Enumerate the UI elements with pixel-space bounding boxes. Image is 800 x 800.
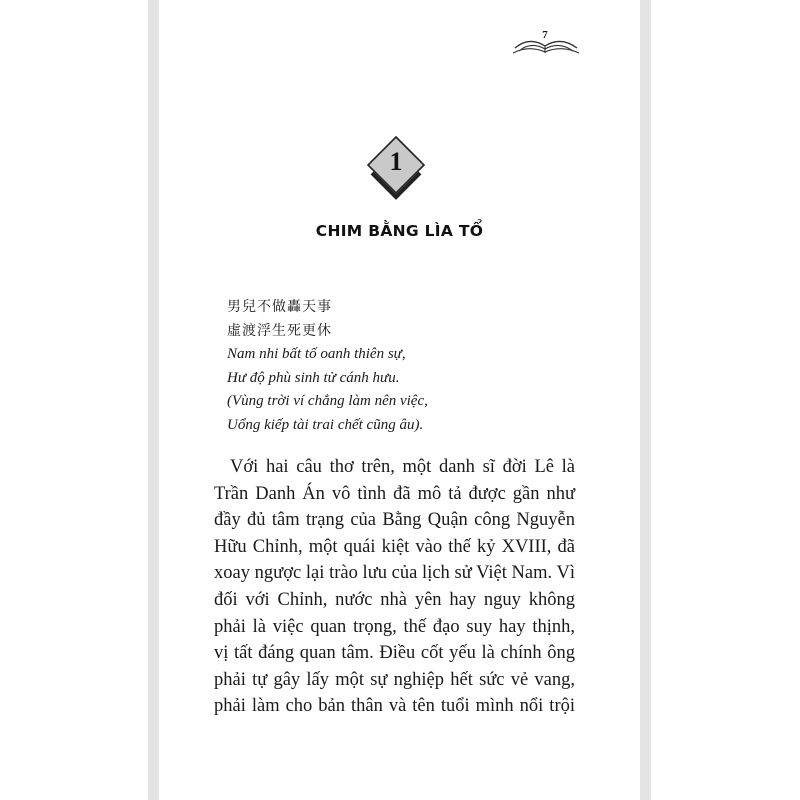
poem-line: 男兒不做轟天事	[227, 299, 332, 315]
paragraph-line: Hữu Chỉnh, một quái kiệt vào thế kỷ XVIII, đã	[214, 536, 575, 557]
poem-line: Uổng kiếp tài trai chết cũng âu).	[227, 416, 424, 433]
book-page	[159, 0, 640, 800]
paragraph-line: Với hai câu thơ trên, một danh sĩ đời Lê là	[230, 457, 575, 477]
left-page-edge	[148, 0, 159, 800]
poem-line: Hư độ phù sinh tử cánh hưu.	[227, 369, 400, 386]
paragraph-line: đối với Chỉnh, nước nhà yên hay nguy không	[214, 589, 575, 610]
body-paragraph	[214, 454, 575, 720]
chapter-number: 1	[389, 147, 403, 176]
paragraph-line: Trần Danh Án vô tình đã mô tả được gần như	[214, 483, 575, 504]
chapter-title: CHIM BẰNG LÌA TỔ	[315, 222, 484, 240]
paragraph-line: vị tất đáng quan tâm. Điều cốt yếu là chính ông	[214, 643, 575, 664]
poem-line: Nam nhi bất tố oanh thiên sự,	[227, 346, 406, 362]
poem-line: (Vùng trời ví chẳng làm nên việc,	[227, 393, 428, 409]
epigraph-poem	[227, 296, 607, 437]
paragraph-line: phải tự gây lấy một sự nghiệp hết sức vẻ vang,	[214, 669, 575, 690]
page-number: 7	[542, 29, 548, 41]
paragraph-line: đầy đủ tâm trạng của Bằng Quận công Nguyễn	[214, 510, 575, 531]
right-page-edge	[640, 0, 651, 800]
chapter-badge	[364, 133, 434, 203]
page-header	[511, 26, 581, 56]
paragraph-line: xoay ngược lại trào lưu của lịch sử Việt Nam. Vì	[214, 563, 575, 584]
paragraph-line: phải làm cho bản thân và tên tuổi mình nổi trội	[214, 696, 575, 717]
paragraph-line: phải là việc quan trọng, thế đạo suy hay thịnh,	[214, 616, 575, 637]
poem-line: 虛渡浮生死更休	[227, 322, 332, 339]
